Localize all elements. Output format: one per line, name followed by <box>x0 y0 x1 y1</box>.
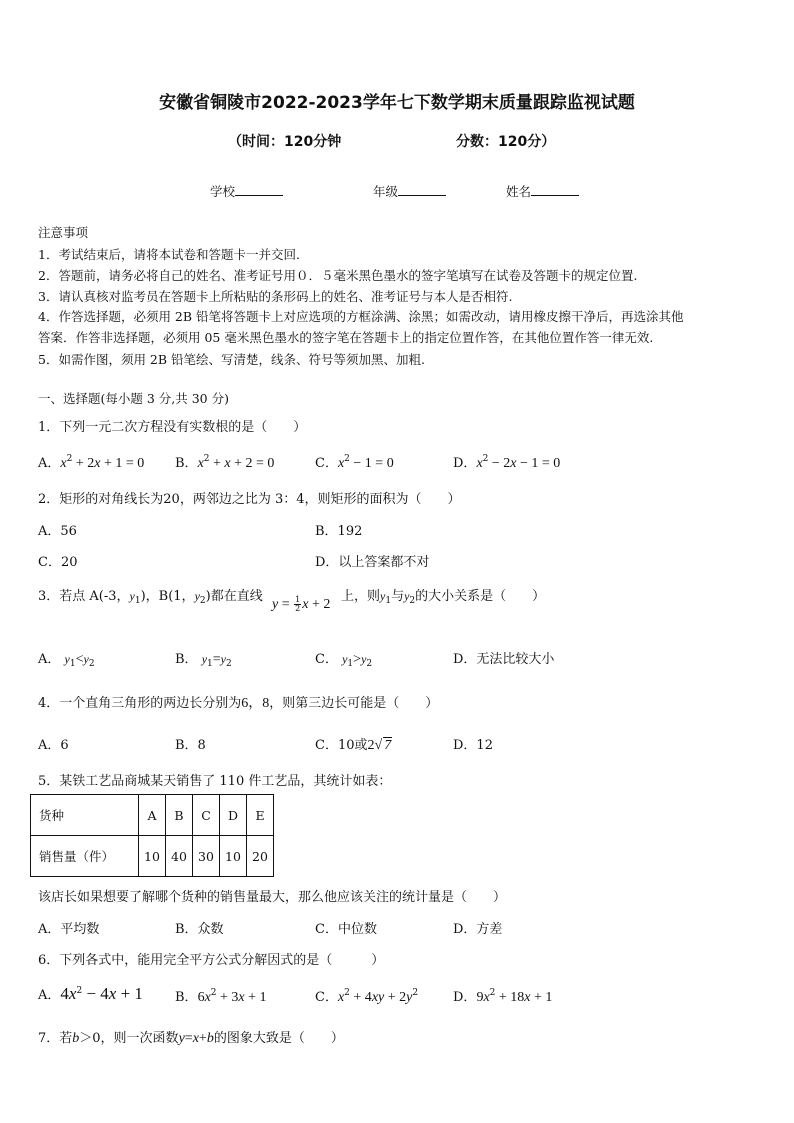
table-row <box>31 836 274 877</box>
question-5-stem: 5．某铁工艺品商城某天销售了 110 件工艺品，其统计如表： <box>38 774 392 789</box>
sales-table <box>30 794 274 877</box>
notice-item: 5．如需作图，须用 2B 铅笔绘、写清楚，线条、符号等须加黑、加粗. <box>38 352 426 367</box>
q6-option-b[interactable]: B．$6x^2 + 3x + 1$ <box>175 988 267 1005</box>
notice-heading: 注意事项 <box>38 225 89 240</box>
q6-option-a[interactable]: A．$4x^2 - 4x + 1$ <box>38 984 143 1003</box>
q4-option-c[interactable]: C．10或2√ 7 <box>315 738 392 753</box>
school-field[interactable]: 学校 <box>210 182 283 200</box>
q2-option-b[interactable]: B．192 <box>315 524 363 539</box>
table-cell: 10 <box>139 836 166 877</box>
q2-option-a[interactable]: A．56 <box>38 524 77 539</box>
q5-option-c[interactable]: C．中位数 <box>315 922 377 937</box>
question-3-stem: 3．若点 A(-3，$y_1$)，B(1，$y_2$)都在直线 <box>38 589 263 606</box>
notice-item: 答案．作答非选择题，必须用 05 毫米黑色墨水的签字笔在答题卡上的指定位置作答，在其他位置作答一律无效. <box>38 330 654 345</box>
grade-field[interactable]: 年级 <box>373 182 446 200</box>
q1-option-b[interactable]: B．$x^2 + x + 2 = 0$ <box>175 454 275 471</box>
q5-option-b[interactable]: B．众数 <box>175 922 224 937</box>
exam-title: 安徽省铜陵市2022-2023学年七下数学期末质量跟踪监视试题 <box>159 93 635 113</box>
q2-option-d[interactable]: D．以上答案都不对 <box>315 555 430 570</box>
table-header-cell: 销售量（件） <box>31 836 139 877</box>
q3-option-c[interactable]: C． $y_1>y_2$ <box>315 652 373 669</box>
q4-option-a[interactable]: A．6 <box>38 738 69 753</box>
q1-option-d[interactable]: D．$x^2 - 2x - 1 = 0$ <box>453 454 561 471</box>
q1-option-a[interactable]: A．$x^2 + 2x + 1 = 0$ <box>38 454 145 471</box>
q3-option-b[interactable]: B． $y_1=y_2$ <box>175 652 232 669</box>
table-cell: 40 <box>166 836 193 877</box>
q6-option-d[interactable]: D．$9x^2 + 18x + 1$ <box>453 988 553 1005</box>
table-cell: 30 <box>193 836 220 877</box>
table-cell: B <box>166 795 193 836</box>
question-4-stem: 4．一个直角三角形的两边长分别为6，8，则第三边长可能是（ ） <box>38 696 439 711</box>
table-cell: A <box>139 795 166 836</box>
table-header-cell: 货种 <box>31 795 139 836</box>
question-2-stem: 2．矩形的对角线长为20，两邻边之比为 3：4，则矩形的面积为（ ） <box>38 492 461 507</box>
name-field[interactable]: 姓名 <box>506 182 579 200</box>
question-6-stem: 6．下列各式中，能用完全平方公式分解因式的是（ ） <box>38 953 385 968</box>
table-cell: 10 <box>220 836 247 877</box>
q2-option-c[interactable]: C．20 <box>38 555 78 570</box>
table-cell: D <box>220 795 247 836</box>
notice-item: 2．答题前，请务必将自己的姓名、准考证号用０．５毫米黑色墨水的签字笔填写在试卷及答题卡的规定位置. <box>38 268 638 283</box>
grade-blank[interactable] <box>398 183 446 196</box>
question-5-followup: 该店长如果想要了解哪个货种的销售量最大，那么他应该关注的统计量是（ ） <box>38 890 507 905</box>
q4-option-b[interactable]: B．8 <box>175 738 206 753</box>
question-3-stem-tail: 上，则$y_1$与$y_2$的大小关系是（ ） <box>341 589 546 606</box>
table-cell: 20 <box>247 836 274 877</box>
exam-score: 分数：120分） <box>456 134 556 150</box>
table-cell: E <box>247 795 274 836</box>
name-blank[interactable] <box>531 183 579 196</box>
table-cell: C <box>193 795 220 836</box>
section-heading: 一、选择题(每小题 3 分,共 30 分) <box>38 391 229 406</box>
notice-item: 1．考试结束后，请将本试卷和答题卡一并交回. <box>38 247 300 262</box>
q4-option-d[interactable]: D．12 <box>453 738 493 753</box>
q6-option-c[interactable]: C．$x^2 + 4xy + 2y^2$ <box>315 988 419 1005</box>
question-7-stem: 7．若b＞0，则一次函数y=x+b的图象大致是（ ） <box>38 1031 344 1046</box>
q5-option-d[interactable]: D．方差 <box>453 922 503 937</box>
q5-option-a[interactable]: A．平均数 <box>38 922 100 937</box>
q1-option-c[interactable]: C．$x^2 - 1 = 0$ <box>315 454 394 471</box>
q3-option-d[interactable]: D．无法比较大小 <box>453 652 555 667</box>
exam-time: （时间：120分钟 <box>228 134 342 150</box>
q3-option-a[interactable]: A． $y_1<y_2$ <box>38 652 95 669</box>
notice-item: 3．请认真核对监考员在答题卡上所粘贴的条形码上的姓名、准考证号与本人是否相符. <box>38 289 513 304</box>
notice-item: 4．作答选择题，必须用 2B 铅笔将答题卡上对应选项的方框涂满、涂黑；如需改动，请用橡皮擦干净后，再选涂其他 <box>38 309 684 324</box>
school-blank[interactable] <box>235 183 283 196</box>
question-1-stem: 1．下列一元二次方程没有实数根的是（ ） <box>38 420 307 435</box>
table-row <box>31 795 274 836</box>
line-equation: y = $\frac{1}{2}$ x + 2 <box>272 595 331 613</box>
